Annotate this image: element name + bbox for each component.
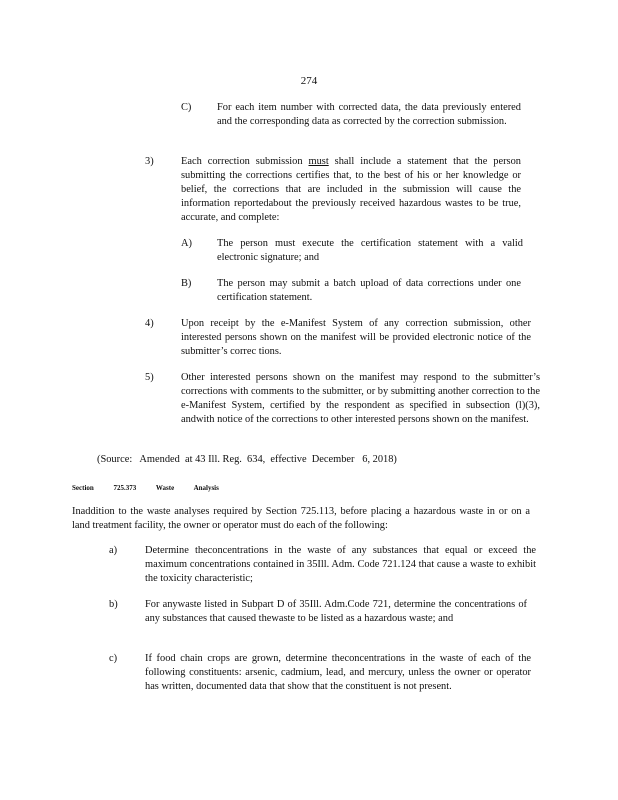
page-number: 274	[300, 75, 318, 87]
deleted-word: must	[308, 156, 329, 167]
item-label-c: C)	[181, 102, 192, 113]
item-text-c: For each item number with corrected data, the data previously entered and the corresponding data as corrected by the correction submission.	[217, 102, 521, 127]
item-label-b-upper: B)	[181, 278, 192, 289]
sub-item-label-a: a)	[109, 545, 118, 556]
item-label-5: 5)	[145, 372, 154, 383]
item-label-4: 4)	[145, 318, 154, 329]
section-label: Section	[72, 484, 94, 492]
item-text-3: Each correction submission must shall include a statement that the person submitting the corrections certifies that, to the best of his or her knowledge or belief, the corrections that are included in the submission will cause the information reportedabout the previously received hazardous wastes to be true, accurate, and complete:	[181, 156, 521, 223]
sub-item-text-b: For anywaste listed in Subpart D of 35Ill. Adm.Code 721, determine the concentrations of any substances that caused thewaste to be listed as a hazardous waste; and	[145, 599, 527, 624]
sub-item-label-c: c)	[109, 653, 118, 664]
sub-item-text-c: If food chain crops are grown, determine theconcentrations in the waste of each of the following constituents: arsenic, cadmium, lead, and mercury, unless the owner or operator has written, documented data that show that the constituent is not present.	[145, 653, 531, 692]
section-intro: Inaddition to the waste analyses required by Section 725.113, before placing a hazardous waste in or on a land treatment facility, the owner or operator must do each of the following:	[72, 506, 530, 531]
item-text-a-upper: The person must execute the certification statement with a valid electronic signature; and	[217, 238, 523, 263]
item-label-a-upper: A)	[181, 238, 192, 249]
item-text-4: Upon receipt by the e-Manifest System of any correction submission, other interested persons shown on the manifest will be provided electronic notice of the submitter’s correc tions.	[181, 318, 531, 357]
section-title-2: Analysis	[193, 484, 219, 492]
sub-item-text-a: Determine theconcentrations in the waste of any substances that equal or exceed the maximum concentrations contained in 35Ill. Adm. Code 721.124 that cause a waste to exhibit the toxicity characteristic;	[145, 545, 536, 584]
item-text-b-upper: The person may submit a batch upload of data corrections under one certification statement.	[217, 278, 521, 303]
item-text-5: Other interested persons shown on the manifest may respond to the submitter’s corrections with comments to the submitter, or by submitting another correction to the e-Manifest System, certified by the respondent as specified in subsection (l)(3), andwith notice of the corrections to other interested persons shown on the manifest.	[181, 372, 540, 425]
section-heading	[72, 481, 237, 495]
section-number: 725.373	[113, 484, 137, 492]
section-title-1: Waste	[155, 484, 175, 492]
sub-item-label-b: b)	[109, 599, 118, 610]
item-label-3: 3)	[145, 156, 154, 167]
source-note: (Source: Amended at 43 Ill. Reg. 634, effective December 6, 2018)	[97, 454, 397, 465]
